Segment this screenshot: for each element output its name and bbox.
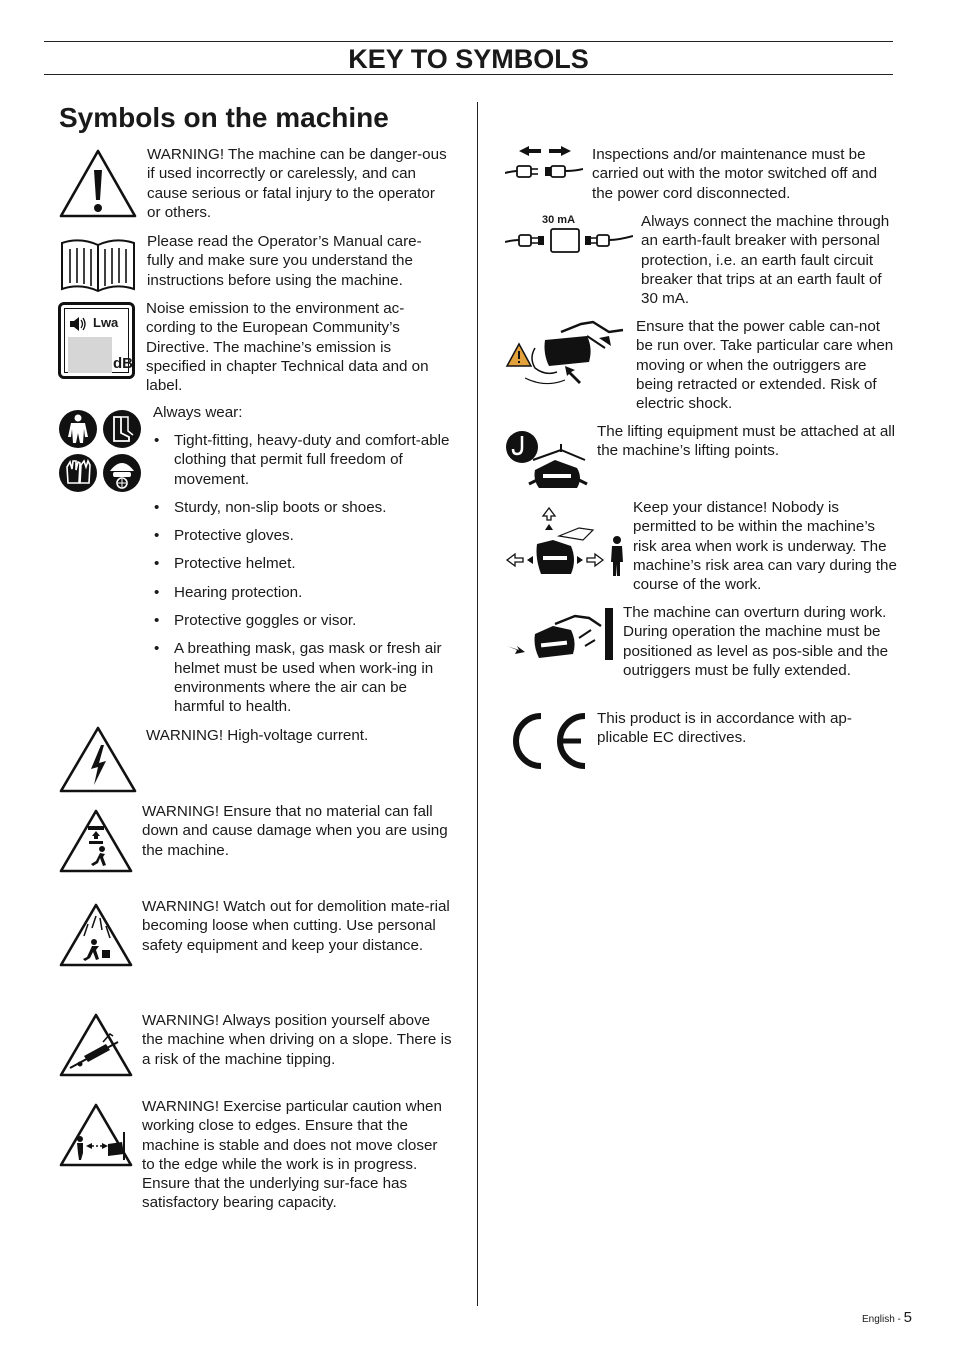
section-title: Symbols on the machine xyxy=(59,102,389,133)
warning-text: WARNING! The machine can be danger-ous if used incorrectly or carelessly, and can cause serious or fatal injury to the operator or others. xyxy=(147,146,447,221)
list-item: • Sturdy, non-slip boots or shoes. xyxy=(152,498,452,517)
power-cable-text: Ensure that the power cable can-not be run over. Take particular care when moving or when the outriggers are being retracted or extended. Risk of electric shock. xyxy=(636,318,894,413)
earth-fault-text: Always connect the machine through an earth-fault breaker with personal protection, i.e. an earth fault circuit breaker that trips at an earth fault of 30 mA. xyxy=(641,213,890,308)
lifting-text: The lifting equipment must be attached at all the machine’s lifting points. xyxy=(597,423,896,460)
overturn-risk-icon xyxy=(505,608,617,664)
edge-caution-icon xyxy=(58,1102,134,1168)
header-rule-bottom xyxy=(44,74,893,75)
protective-clothing-icon xyxy=(58,409,98,449)
inspection-text: Inspections and/or maintenance must be carried out with the motor switched off and the power cord disconnected. xyxy=(592,146,878,202)
db-label: dB xyxy=(113,355,133,372)
list-item: • A breathing mask, gas mask or fresh air helmet must be used when work-ing in environments where the air can be harmful to health. xyxy=(152,639,452,716)
lifting-points-icon xyxy=(505,430,597,500)
loose-material-icon xyxy=(58,902,134,968)
list-item: • Protective gloves. xyxy=(152,526,452,545)
distance-text: Keep your distance! Nobody is permitted to be within the machine’s risk area when work is underway. The machine’s risk area can vary during the course of the work. xyxy=(633,499,897,594)
ce-mark-icon xyxy=(505,710,591,772)
earth-fault-breaker-icon xyxy=(505,226,633,254)
boots-icon xyxy=(102,409,142,449)
falling-material-text: WARNING! Ensure that no material can fall down and cause damage when you are using the machine. xyxy=(142,803,448,859)
high-voltage-icon xyxy=(58,725,138,795)
always-wear-text: Always wear: xyxy=(153,404,243,421)
ce-text: This product is in accordance with ap-plicable EC directives. xyxy=(597,710,852,747)
page-heading: KEY TO SYMBOLS xyxy=(348,44,589,74)
keep-distance-icon xyxy=(505,506,629,582)
lwa-label: Lwa xyxy=(93,315,119,330)
edges-text: WARNING! Exercise particular caution when working close to edges. Ensure that the machine is stable and does not move closer to the edge while the work is in progress. Ensure that the underlying sur-face has satisfactory bearing capacity. xyxy=(142,1098,442,1212)
column-divider xyxy=(477,102,478,1306)
noise-value-box xyxy=(68,337,112,373)
list-item: • Hearing protection. xyxy=(152,583,452,602)
falling-material-icon xyxy=(58,808,134,874)
list-item: • Protective helmet. xyxy=(152,554,452,573)
page-number: 5 xyxy=(903,1309,912,1326)
helmet-hearing-goggles-icon xyxy=(102,453,142,493)
ppe-icon-group xyxy=(58,409,144,493)
warning-exclamation-icon xyxy=(58,148,138,220)
noise-emission-label xyxy=(58,302,135,379)
slope-tipping-icon xyxy=(58,1012,134,1078)
overturn-text: The machine can overturn during work. During operation the machine must be positioned as level as pos-sible and the outriggers must be fully extended. xyxy=(623,604,889,679)
high-voltage-text: WARNING! High-voltage current. xyxy=(146,727,369,744)
manual-text: Please read the Operator’s Manual care-fully and make sure you understand the instructions before using the machine. xyxy=(147,233,422,289)
power-disconnected-icon xyxy=(505,143,583,183)
page-footer xyxy=(862,1309,912,1326)
speaker-icon xyxy=(68,315,88,333)
loose-material-text: WARNING! Watch out for demolition mate-rial becoming loose when cutting. Use personal safety equipment and keep your distance. xyxy=(142,898,450,954)
power-cable-runover-icon xyxy=(505,318,629,390)
slope-text: WARNING! Always position yourself above the machine when driving on a slope. There is a risk of the machine tipping. xyxy=(142,1012,452,1068)
earth-fault-label: 30 mA xyxy=(542,214,576,226)
list-item: • Protective goggles or visor. xyxy=(152,611,452,630)
noise-text: Noise emission to the environment ac-cording to the European Community’s Directive. The machine’s emission is specified in chapter Technical data and on label. xyxy=(146,300,429,395)
ppe-list xyxy=(152,431,452,726)
list-item: • Tight-fitting, heavy-duty and comfort-able clothing that permit full freedom of movement. xyxy=(152,431,452,489)
manual-book-icon xyxy=(58,235,138,295)
footer-language: English - xyxy=(861,1314,904,1325)
gloves-icon xyxy=(58,453,98,493)
